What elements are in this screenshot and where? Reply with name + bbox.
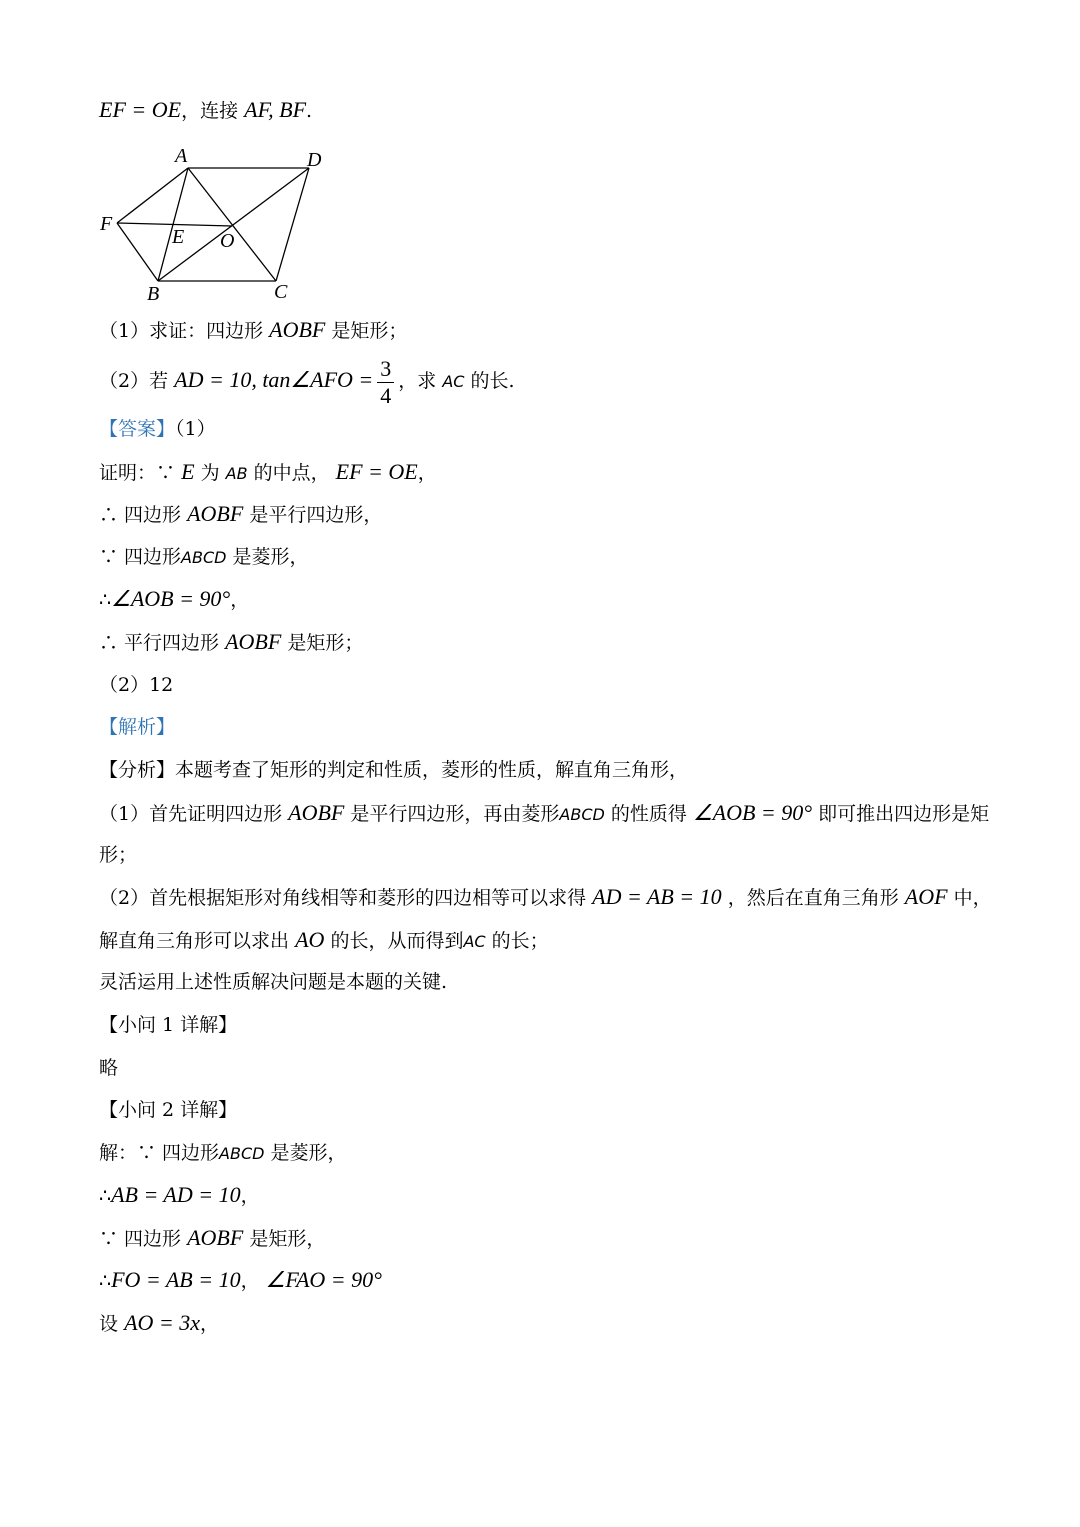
- fraction: [377, 355, 394, 408]
- text: 略: [99, 1057, 119, 1079]
- analysis-line-3: [99, 969, 1000, 995]
- text: （1）: [175, 418, 216, 440]
- text: ，: [417, 462, 437, 484]
- text: 是矩形，: [249, 1228, 326, 1250]
- text: ，然后在直角三角形: [727, 887, 899, 909]
- label-d: D: [307, 149, 322, 171]
- math: ∠AOB = 90°: [111, 586, 231, 611]
- text: 设: [99, 1313, 119, 1335]
- text: （2）若: [99, 370, 169, 392]
- analysis-tag: 【解析】: [99, 716, 176, 738]
- math: AOBF: [288, 800, 345, 825]
- text: 解直角三角形可以求出: [99, 930, 290, 952]
- math: AD = AB = 10: [592, 884, 722, 909]
- text: 的中点，: [253, 462, 330, 484]
- proof-line-5: [99, 629, 1000, 656]
- text: ，求: [398, 370, 437, 392]
- text: 【分析】本题考查了矩形的判定和性质，菱形的性质，解直角三角形，: [99, 759, 689, 781]
- denominator: 4: [380, 382, 392, 408]
- text: ∵ 四边形: [99, 1228, 182, 1250]
- math: AC: [442, 372, 465, 391]
- sub2-heading: [99, 1097, 1000, 1123]
- text: 是矩形；: [287, 632, 364, 654]
- sub1-body: [99, 1055, 1000, 1081]
- text: 中，: [953, 887, 992, 909]
- math-ef-oe: EF = OE: [99, 97, 182, 122]
- sub2-line-4: [99, 1267, 1000, 1294]
- text: （2）12: [99, 674, 174, 696]
- label-f: F: [100, 213, 113, 235]
- math-af-bf: AF, BF: [244, 97, 307, 122]
- text: ，连接: [181, 100, 239, 122]
- math: ABCD: [181, 548, 227, 567]
- question-1: [99, 317, 1000, 344]
- geometry-figure: [95, 140, 340, 310]
- text: ∵ 四边形: [99, 546, 182, 568]
- math: ABCD: [559, 805, 605, 824]
- text: 【小问 1 详解】: [99, 1014, 238, 1036]
- sub2-line-2: [99, 1182, 1000, 1209]
- math: AO = 3x: [124, 1310, 200, 1335]
- text: 是平行四边形，再由菱形: [350, 803, 560, 825]
- analysis-heading: [99, 714, 1000, 740]
- math: ∠AOB = 90°: [692, 800, 813, 825]
- text: .: [306, 100, 313, 122]
- proof-line-3: [99, 544, 1000, 571]
- text: ，: [230, 589, 250, 611]
- text: ，: [200, 1313, 220, 1335]
- proof-line-1: [99, 459, 1000, 487]
- label-a: A: [175, 145, 188, 167]
- text: 形；: [99, 844, 138, 866]
- analysis-line-1: [99, 800, 1000, 828]
- math: AB: [225, 464, 248, 483]
- text: 即可推出四边形是矩: [818, 803, 990, 825]
- text: ∴: [99, 589, 112, 611]
- text: 的长，从而得到: [330, 930, 464, 952]
- math: AD = 10, tan∠AFO =: [174, 367, 374, 392]
- text: 的长；: [491, 930, 549, 952]
- math: AB = AD = 10: [111, 1182, 241, 1207]
- intro-line: [99, 97, 1000, 124]
- label-e: E: [172, 226, 185, 248]
- answer-heading: [99, 416, 1000, 442]
- math: ∠FAO = 90°: [265, 1267, 382, 1292]
- math: EF = OE: [335, 459, 418, 484]
- text: 的长.: [470, 370, 515, 392]
- analysis-line-2: [99, 884, 1000, 911]
- proof-line-4: [99, 586, 1000, 613]
- text: 解：∵ 四边形: [99, 1142, 220, 1164]
- label-o: O: [220, 230, 235, 252]
- math: E: [181, 459, 195, 484]
- math: AOBF: [269, 317, 326, 342]
- text: （1）首先证明四边形: [99, 803, 283, 825]
- analysis-fenxi: [99, 757, 1000, 783]
- label-c: C: [274, 281, 288, 303]
- text: 证明：∵: [99, 462, 176, 484]
- math: AOBF: [225, 629, 282, 654]
- text: 是菱形，: [232, 546, 309, 568]
- math: AOBF: [187, 501, 244, 526]
- text: （1）求证：四边形: [99, 320, 264, 342]
- text: 灵活运用上述性质解决问题是本题的关键.: [99, 971, 448, 993]
- question-2: [99, 356, 1000, 407]
- numerator: 3: [377, 358, 394, 383]
- text: 是平行四边形，: [249, 504, 383, 526]
- label-b: B: [147, 283, 160, 305]
- math: AC: [463, 932, 486, 951]
- sub2-line-3: [99, 1225, 1000, 1252]
- text: 为: [200, 462, 220, 484]
- math: FO = AB = 10: [111, 1267, 241, 1292]
- analysis-line-2b: [99, 927, 1000, 955]
- sub1-heading: [99, 1012, 1000, 1038]
- proof-line-2: [99, 501, 1000, 528]
- analysis-line-1b: [99, 842, 1000, 868]
- math: AO: [295, 927, 325, 952]
- sub2-line-1: [99, 1140, 1000, 1167]
- text: ，: [240, 1185, 260, 1207]
- text: ∴: [99, 1185, 112, 1207]
- text: ∴ 平行四边形: [99, 632, 220, 654]
- text: 是矩形；: [331, 320, 408, 342]
- math: AOBF: [187, 1225, 244, 1250]
- text: ∴: [99, 1270, 112, 1292]
- text: 是菱形，: [270, 1142, 347, 1164]
- text: 的性质得: [610, 803, 687, 825]
- answer-tag: 【答案】: [99, 418, 176, 440]
- math: ABCD: [219, 1144, 265, 1163]
- math: AOF: [904, 884, 948, 909]
- text: （2）首先根据矩形对角线相等和菱形的四边相等可以求得: [99, 887, 587, 909]
- sub2-line-5: [99, 1310, 1000, 1337]
- answer-part-2: [99, 672, 1000, 698]
- text: ，: [240, 1270, 260, 1292]
- text: ∴ 四边形: [99, 504, 182, 526]
- text: 【小问 2 详解】: [99, 1099, 238, 1121]
